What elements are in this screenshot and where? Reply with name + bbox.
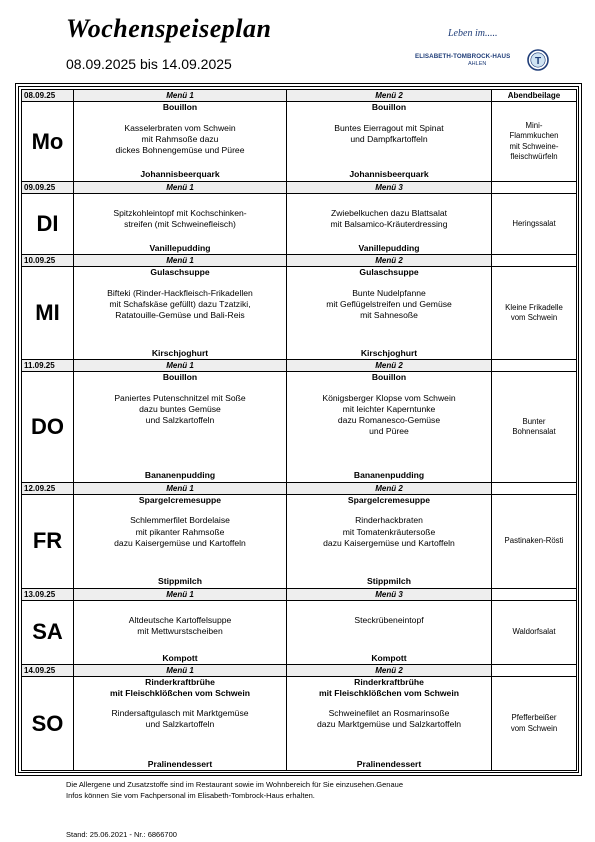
main-dish-line: dazu Marktgemüse und Salzkartoffeln xyxy=(316,719,462,730)
day-row xyxy=(22,372,577,482)
day-row xyxy=(22,494,577,588)
side-line: Waldorfsalat xyxy=(512,627,556,637)
main-dish-line: dazu Romanesco-Gemüse xyxy=(337,415,441,426)
menu2-label: Menü 3 xyxy=(287,181,492,193)
menu2-label: Menü 2 xyxy=(287,664,492,676)
menu1-cell xyxy=(74,267,287,360)
menu2-cell xyxy=(287,677,492,771)
side-line: mit Schweine- xyxy=(509,141,559,151)
soup xyxy=(77,267,283,277)
soup xyxy=(77,677,283,698)
main-dish-line: mit leichter Kaperntunke xyxy=(342,403,436,414)
side-line: Bohnensalat xyxy=(512,426,556,436)
abend-header xyxy=(492,359,577,371)
main-dish-line: Zwiebelkuchen dazu Blattsalat xyxy=(330,208,448,219)
spacer xyxy=(290,230,488,242)
soup xyxy=(77,495,283,505)
side-line: fleischwürfeln xyxy=(510,151,558,161)
evening-side-dish xyxy=(492,677,577,771)
day-header-row xyxy=(22,181,577,193)
menu2-cell xyxy=(287,194,492,255)
menu1-label: Menü 1 xyxy=(74,664,287,676)
menu-table xyxy=(21,89,577,771)
evening-side-dish xyxy=(492,372,577,482)
soup-line: Bouillon xyxy=(371,372,407,383)
dessert: Stippmilch xyxy=(158,576,202,587)
main-dish xyxy=(290,515,488,549)
dish-content xyxy=(74,677,286,770)
dish-content xyxy=(287,102,491,180)
main-dish-line: mit Sahnesoße xyxy=(360,310,418,321)
dish-content xyxy=(74,372,286,481)
date-range: 08.09.2025 bis 14.09.2025 xyxy=(66,56,232,72)
day-row xyxy=(22,600,577,664)
dessert: Pralinendessert xyxy=(356,758,422,769)
main-dish-line: mit Rahmsoße dazu xyxy=(141,134,219,145)
main-dish-line: Bifteki (Rinder-Hackfleisch-Frikadellen xyxy=(107,287,253,298)
soup-line: Spargelcremesuppe xyxy=(347,494,431,505)
side-line: Bunter xyxy=(522,416,546,426)
dessert: Vanillepudding xyxy=(358,242,420,253)
main-dish-line: und Salzkartoffeln xyxy=(145,415,215,426)
spacer xyxy=(77,321,283,347)
dessert: Kompott xyxy=(162,652,198,663)
abend-header xyxy=(492,254,577,266)
day-row xyxy=(22,677,577,771)
day-header-row xyxy=(22,482,577,494)
menu1-label: Menü 1 xyxy=(74,359,287,371)
abend-header xyxy=(492,181,577,193)
dessert: Kirschjoghurt xyxy=(360,347,418,358)
main-dish-line: mit Mettwurstscheiben xyxy=(137,626,223,637)
main-dish-line: mit Geflügelstreifen und Gemüse xyxy=(326,298,452,309)
menu2-label: Menü 2 xyxy=(287,359,492,371)
evening-side-dish xyxy=(492,600,577,664)
soup xyxy=(290,495,488,505)
menu1-cell xyxy=(74,372,287,482)
main-dish xyxy=(77,123,283,157)
day-date: 11.09.25 xyxy=(22,359,74,371)
weekday-label: MI xyxy=(22,267,74,360)
abend-header: Abendbeilage xyxy=(492,90,577,102)
dish-content xyxy=(74,495,286,588)
dish-content xyxy=(287,601,491,664)
day-header-row xyxy=(22,90,577,102)
main-dish xyxy=(290,288,488,322)
main-dish-line: mit Balsamico-Kräuterdressing xyxy=(330,219,448,230)
day-date: 10.09.25 xyxy=(22,254,74,266)
soup-line: mit Fleischklößchen vom Schwein xyxy=(110,687,250,698)
main-dish-line: mit Tomatenkräutersoße xyxy=(342,526,436,537)
side-line: Flammkuchen xyxy=(509,131,559,141)
dish-content xyxy=(287,677,491,770)
abend-header xyxy=(492,664,577,676)
allergen-note-line-1: Die Allergene und Zusatzstoffe sind im Restaurant sowie im Wohnbereich für Sie einzusehen.Genaue xyxy=(66,780,403,789)
soup xyxy=(77,372,283,382)
main-dish xyxy=(290,393,488,438)
soup-line: Gulaschsuppe xyxy=(359,267,419,278)
soup-line: Bouillon xyxy=(162,372,198,383)
day-header-row xyxy=(22,359,577,371)
soup xyxy=(290,102,488,112)
dessert: Vanillepudding xyxy=(149,242,211,253)
main-dish-line: Paniertes Putenschnitzel mit Soße xyxy=(114,392,246,403)
menu1-cell xyxy=(74,677,287,771)
menu1-label: Menü 1 xyxy=(74,181,287,193)
main-dish-line: dickes Bohnengemüse und Püree xyxy=(115,145,245,156)
evening-side-dish xyxy=(492,194,577,255)
menu2-cell xyxy=(287,600,492,664)
dessert: Kompott xyxy=(371,652,407,663)
day-date: 09.09.25 xyxy=(22,181,74,193)
main-dish xyxy=(290,708,488,730)
menu1-label: Menü 1 xyxy=(74,254,287,266)
main-dish-line: Schweinefilet an Rosmarinsoße xyxy=(328,708,450,719)
day-header-row xyxy=(22,588,577,600)
abend-header xyxy=(492,482,577,494)
logo-letter: T xyxy=(534,56,542,67)
dessert: Bananenpudding xyxy=(144,470,216,481)
main-dish xyxy=(290,123,488,145)
day-date: 13.09.25 xyxy=(22,588,74,600)
side-line: vom Schwein xyxy=(510,313,558,323)
dish-content xyxy=(74,267,286,359)
day-row xyxy=(22,194,577,255)
weekday-label: DI xyxy=(22,194,74,255)
main-dish-line: Kasselerbraten vom Schwein xyxy=(124,122,236,133)
dessert: Kirschjoghurt xyxy=(151,347,209,358)
menu2-cell xyxy=(287,102,492,181)
weekday-label: FR xyxy=(22,494,74,588)
evening-side-dish xyxy=(492,267,577,360)
document-stand: Stand: 25.06.2021 - Nr.: 6866700 xyxy=(66,830,177,839)
dish-content xyxy=(74,102,286,180)
main-dish-line: dazu Kaisergemüse und Kartoffeln xyxy=(323,537,455,548)
menu1-cell xyxy=(74,102,287,181)
menu1-label: Menü 1 xyxy=(74,588,287,600)
main-dish-line: Altdeutsche Kartoffelsuppe xyxy=(128,614,232,625)
main-dish-line: Königsberger Klopse vom Schwein xyxy=(322,392,456,403)
menu-table-body xyxy=(22,90,577,771)
day-date: 14.09.25 xyxy=(22,664,74,676)
main-dish xyxy=(77,208,283,230)
soup-line: mit Fleischklößchen vom Schwein xyxy=(319,687,459,698)
day-row xyxy=(22,267,577,360)
dish-content xyxy=(287,495,491,588)
spacer xyxy=(290,731,488,759)
logo-emblem-icon xyxy=(527,49,549,71)
main-dish-line: mit Schafskäse gefüllt) dazu Tzatziki, xyxy=(109,298,251,309)
side-line: Pfefferbeißer xyxy=(511,713,557,723)
dish-content xyxy=(74,601,286,664)
dish-content xyxy=(287,267,491,359)
menu2-cell xyxy=(287,267,492,360)
day-date: 08.09.25 xyxy=(22,90,74,102)
main-dish xyxy=(77,708,283,730)
spacer xyxy=(77,731,283,759)
menu2-label: Menü 2 xyxy=(287,254,492,266)
main-dish-line: Rinderhackbraten xyxy=(355,515,423,526)
spacer xyxy=(290,145,488,169)
weekday-label: DO xyxy=(22,372,74,482)
main-dish-line: Spitzkohleintopf mit Kochschinken- xyxy=(113,208,247,219)
soup-line: Spargelcremesuppe xyxy=(138,494,222,505)
spacer xyxy=(77,637,283,652)
dessert: Johannisbeerquark xyxy=(349,169,429,180)
main-dish-line: dazu buntes Gemüse xyxy=(139,403,221,414)
soup xyxy=(290,677,488,698)
spacer xyxy=(77,156,283,169)
spacer xyxy=(290,626,488,652)
weekday-label: SO xyxy=(22,677,74,771)
dish-content xyxy=(74,194,286,254)
menu2-label: Menü 3 xyxy=(287,588,492,600)
spacer xyxy=(77,426,283,470)
menu2-label: Menü 2 xyxy=(287,482,492,494)
spacer xyxy=(77,230,283,242)
main-dish-line: dazu Kaisergemüse und Kartoffeln xyxy=(114,537,246,548)
dessert: Stippmilch xyxy=(367,576,411,587)
menu1-label: Menü 1 xyxy=(74,482,287,494)
menu2-cell xyxy=(287,372,492,482)
soup-line: Rinderkraftbrühe xyxy=(354,677,424,688)
side-line: Heringssalat xyxy=(512,218,556,228)
menu1-label: Menü 1 xyxy=(74,90,287,102)
soup-line: Rinderkraftbrühe xyxy=(145,677,215,688)
spacer xyxy=(290,549,488,576)
spacer xyxy=(290,437,488,470)
soup xyxy=(290,267,488,277)
menu1-cell xyxy=(74,194,287,255)
main-dish-line: Rindersaftgulasch mit Marktgemüse xyxy=(111,708,249,719)
main-dish xyxy=(77,393,283,427)
evening-side-dish xyxy=(492,494,577,588)
main-dish-line: mit pikanter Rahmsoße xyxy=(135,526,225,537)
dessert: Johannisbeerquark xyxy=(140,169,220,180)
dessert: Bananenpudding xyxy=(353,470,425,481)
soup xyxy=(290,372,488,382)
dish-content xyxy=(287,194,491,254)
main-dish xyxy=(77,615,283,637)
main-dish-line: streifen (mit Schweinefleisch) xyxy=(124,219,236,230)
main-dish xyxy=(77,515,283,549)
main-dish-line: und Püree xyxy=(369,426,409,437)
logo-org-city: AHLEN xyxy=(468,61,487,67)
side-line: Pastinaken-Rösti xyxy=(504,536,564,546)
main-dish-line: Buntes Eierragout mit Spinat xyxy=(334,122,444,133)
evening-side-dish xyxy=(492,102,577,181)
soup-line: Bouillon xyxy=(371,102,407,113)
day-row xyxy=(22,102,577,181)
weekday-label: Mo xyxy=(22,102,74,181)
main-dish-line: Steckrübeneintopf xyxy=(354,614,424,625)
side-line: Kleine Frikadelle xyxy=(505,302,563,312)
main-dish xyxy=(290,208,488,230)
menu2-cell xyxy=(287,494,492,588)
menu1-cell xyxy=(74,600,287,664)
spacer xyxy=(290,321,488,347)
soup xyxy=(77,102,283,112)
day-header-row xyxy=(22,664,577,676)
logo-tagline: Leben im..... xyxy=(448,28,498,39)
menu2-label: Menü 2 xyxy=(287,90,492,102)
main-dish xyxy=(290,615,488,626)
main-dish-line: und Dampfkartoffeln xyxy=(350,134,428,145)
side-line: vom Schwein xyxy=(510,723,558,733)
main-dish-line: und Salzkartoffeln xyxy=(145,719,215,730)
side-line: Mini- xyxy=(525,121,543,131)
dish-content xyxy=(287,372,491,481)
menu1-cell xyxy=(74,494,287,588)
abend-header xyxy=(492,588,577,600)
soup-line: Gulaschsuppe xyxy=(150,267,210,278)
main-dish-line: Bunte Nudelpfanne xyxy=(352,287,426,298)
page-title: Wochenspeiseplan xyxy=(66,14,272,43)
logo-org-name: ELISABETH-TOMBROCK-HAUS xyxy=(415,53,511,60)
day-header-row xyxy=(22,254,577,266)
spacer xyxy=(77,549,283,576)
allergen-note xyxy=(66,780,403,801)
main-dish-line: Ratatouille-Gemüse und Bali-Reis xyxy=(115,310,245,321)
main-dish-line: Schlemmerfilet Bordelaise xyxy=(130,515,230,526)
weekday-label: SA xyxy=(22,600,74,664)
main-dish xyxy=(77,288,283,322)
day-date: 12.09.25 xyxy=(22,482,74,494)
allergen-note-line-2: Infos können Sie vom Fachpersonal im Elisabeth-Tombrock-Haus erhalten. xyxy=(66,790,315,800)
dessert: Pralinendessert xyxy=(147,758,213,769)
soup-line: Bouillon xyxy=(162,102,198,113)
